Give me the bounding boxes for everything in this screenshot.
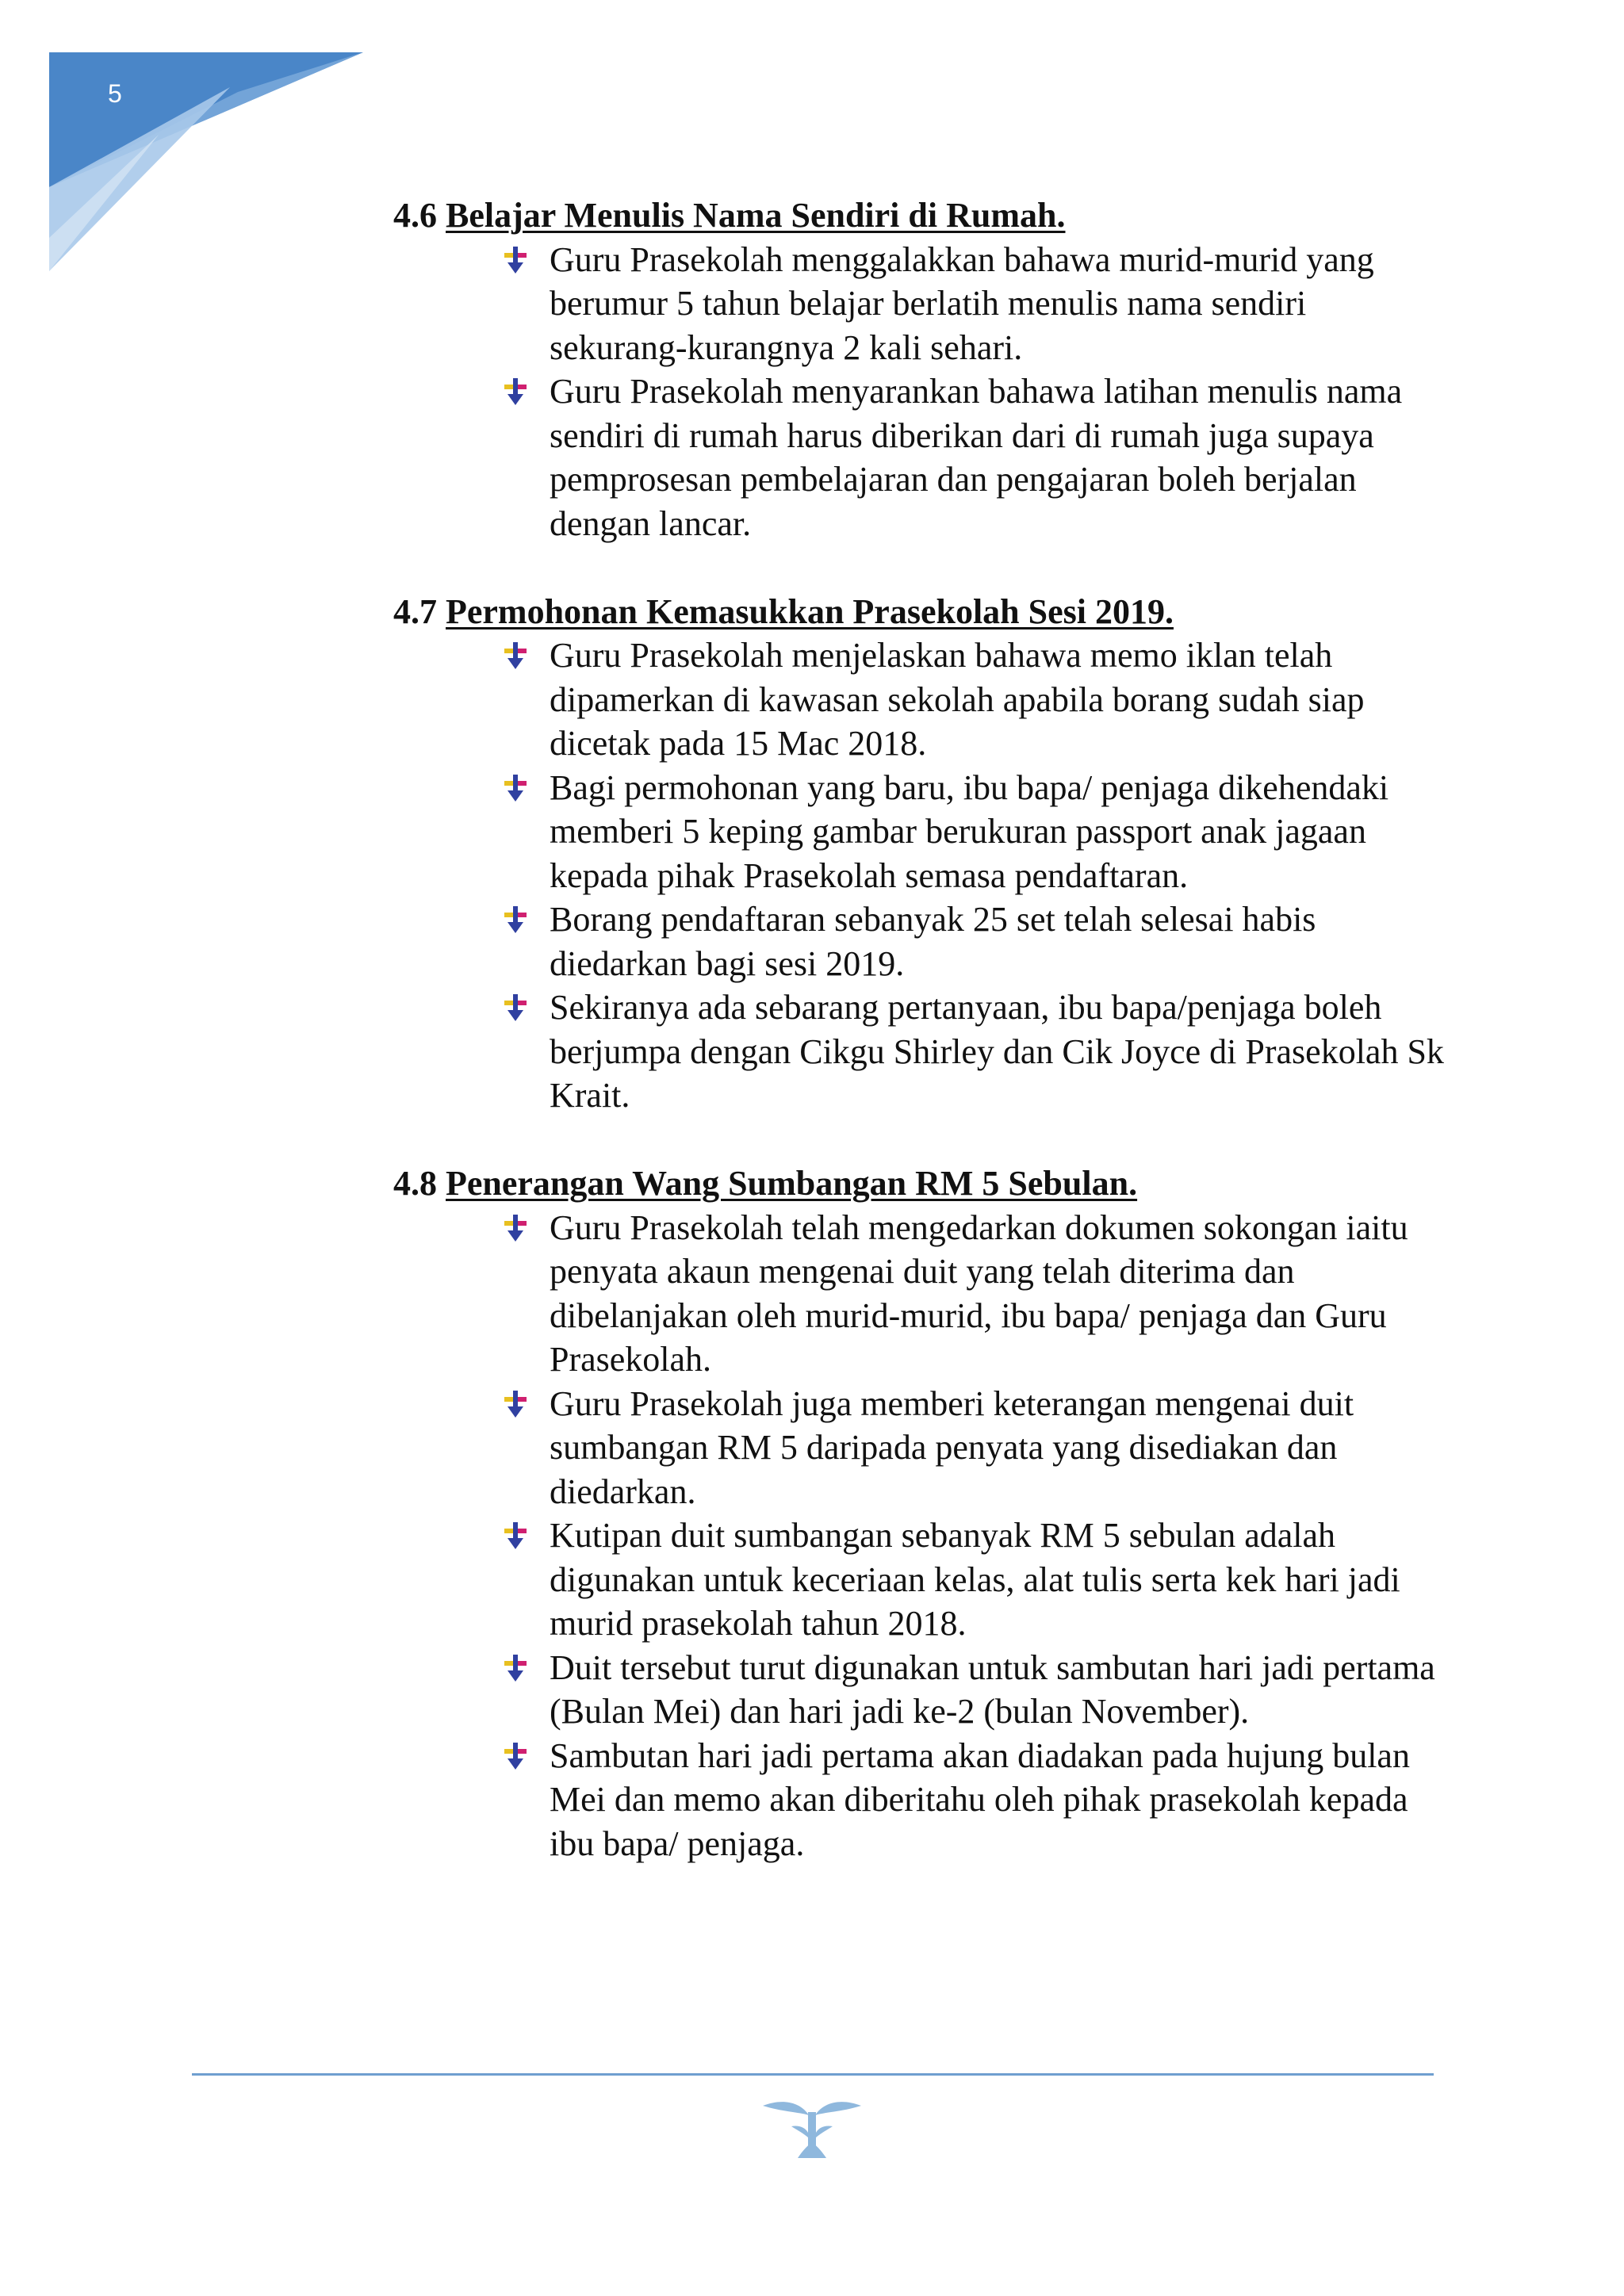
list-item-text: Guru Prasekolah juga memberi keterangan mengenai duit sumbangan RM 5 daripada penyata yang disediakan dan diedarkan.: [550, 1383, 1354, 1511]
list-item: [393, 369, 1448, 545]
list-item-text: Kutipan duit sumbangan sebanyak RM 5 sebulan adalah digunakan untuk keceriaan kelas, alat tulis serta kek hari jadi murid prasekolah tahun 2018.: [550, 1516, 1400, 1643]
arrow-down-bullet-icon: [501, 1655, 530, 1683]
list-item: [393, 1734, 1448, 1866]
list-item-text: Bagi permohonan yang baru, ibu bapa/ penjaga dikehendaki memberi 5 keping gambar berukuran passport anak jagaan kepada pihak Prasekolah semasa pendaftaran.: [550, 767, 1389, 895]
arrow-down-bullet-icon: [501, 1522, 530, 1551]
bullet-list: [393, 1206, 1448, 1866]
list-item: [393, 633, 1448, 766]
section-number: 4.6: [393, 196, 437, 235]
list-item: [393, 1513, 1448, 1646]
arrow-down-bullet-icon: [501, 1391, 530, 1419]
section-title: Permohonan Kemasukkan Prasekolah Sesi 2019.: [446, 591, 1174, 631]
section-title: Belajar Menulis Nama Sendiri di Rumah.: [446, 196, 1066, 235]
list-item-text: Sekiranya ada sebarang pertanyaan, ibu bapa/penjaga boleh berjumpa dengan Cikgu Shirley dan Cik Joyce di Prasekolah Sk Krait.: [550, 988, 1444, 1115]
page-number: 5: [108, 79, 122, 108]
section-4-7: [393, 590, 1448, 1118]
list-item: [393, 1646, 1448, 1734]
section-number: 4.7: [393, 591, 437, 631]
list-item-text: Duit tersebut turut digunakan untuk sambutan hari jadi pertama (Bulan Mei) dan hari jadi ke-2 (bulan November).: [550, 1647, 1435, 1731]
list-item-text: Sambutan hari jadi pertama akan diadakan pada hujung bulan Mei dan memo akan diberitahu oleh pihak prasekolah kepada ibu bapa/ penjaga.: [550, 1735, 1410, 1863]
bullet-list: [393, 633, 1448, 1118]
list-item: [393, 766, 1448, 898]
list-item: [393, 897, 1448, 985]
list-item-text: Guru Prasekolah menyarankan bahawa latihan menulis nama sendiri di rumah harus diberikan dari di rumah juga supaya pemprosesan pembelajaran dan pengajaran boleh berjalan dengan lancar.: [550, 372, 1403, 543]
section-title: Penerangan Wang Sumbangan RM 5 Sebulan.: [446, 1164, 1138, 1203]
section-heading: [393, 1161, 1448, 1206]
arrow-down-bullet-icon: [501, 994, 530, 1023]
list-item-text: Guru Prasekolah menjelaskan bahawa memo iklan telah dipamerkan di kawasan sekolah apabila borang sudah siap dicetak pada 15 Mac 2018.: [550, 636, 1365, 763]
section-heading: [393, 193, 1448, 238]
list-item: [393, 1382, 1448, 1514]
list-item-text: Guru Prasekolah menggalakkan bahawa murid-murid yang berumur 5 tahun belajar berlatih menulis nama sendiri sekurang-kurangnya 2 kali sehari.: [550, 239, 1374, 367]
document-body: [393, 193, 1448, 1910]
section-4-6: [393, 193, 1448, 545]
arrow-down-bullet-icon: [501, 247, 530, 275]
section-4-8: [393, 1161, 1448, 1866]
footer-rule: [192, 2073, 1434, 2076]
list-item: [393, 1206, 1448, 1382]
arrow-down-bullet-icon: [501, 1743, 530, 1771]
list-item: [393, 238, 1448, 370]
arrow-down-bullet-icon: [501, 378, 530, 407]
arrow-down-bullet-icon: [501, 775, 530, 803]
footer-logo-icon: [760, 2095, 864, 2160]
arrow-down-bullet-icon: [501, 642, 530, 671]
list-item-text: Borang pendaftaran sebanyak 25 set telah selesai habis diedarkan bagi sesi 2019.: [550, 900, 1316, 983]
section-heading: [393, 590, 1448, 634]
section-number: 4.8: [393, 1164, 437, 1203]
list-item-text: Guru Prasekolah telah mengedarkan dokumen sokongan iaitu penyata akaun mengenai duit yang telah diterima dan dibelanjakan oleh murid-murid, ibu bapa/ penjaga dan Guru Prasekolah.: [550, 1207, 1408, 1379]
arrow-down-bullet-icon: [501, 906, 530, 935]
page-corner-decoration: [0, 0, 381, 285]
arrow-down-bullet-icon: [501, 1215, 530, 1243]
bullet-list: [393, 238, 1448, 546]
list-item: [393, 985, 1448, 1118]
